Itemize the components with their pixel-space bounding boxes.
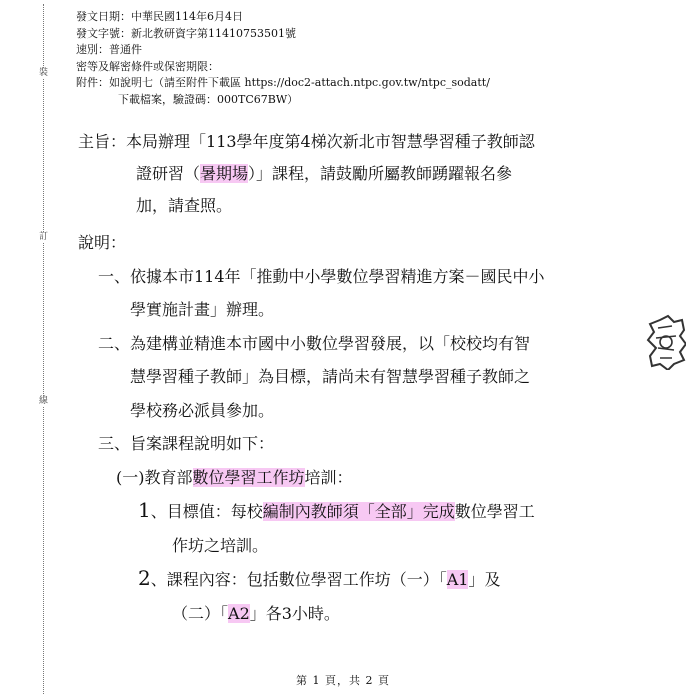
subject-line-2: 證研習（暑期場）」課程，請鼓勵所屬教師踴躍報名參 — [136, 164, 513, 183]
item-2-line-3: 學校務必派員參加。 — [130, 400, 275, 420]
issue-date: 發文日期：中華民國114年6月4日 — [76, 10, 243, 23]
subject-line-1: 主旨：本局辦理「113學年度第4梯次新北市智慧學習種子教師認 — [78, 132, 535, 151]
doodle-sticker-icon — [646, 314, 686, 370]
binding-dotted-line — [43, 4, 44, 694]
highlight-workshop: 數位學習工作坊 — [192, 467, 305, 487]
binding-mark-ding: 訂 — [38, 232, 48, 242]
binding-mark-xian: 線 — [38, 396, 48, 406]
document-number: 發文字號：新北教研資字第11410753501號 — [76, 26, 296, 40]
subject-label: 主旨： — [78, 132, 127, 151]
binding-mark-zhuang: 裝 — [38, 68, 48, 78]
point-2-line-2: （二）「A2」各3小時。 — [172, 603, 340, 623]
point-2-line-1: 2、課程內容：包括數位學習工作坊（一）「A1」及 — [138, 566, 501, 590]
item-3: 三、旨案課程說明如下： — [98, 434, 275, 453]
subject-section — [78, 126, 623, 222]
attachment-line-2: 下載檔案，驗證碼：000TC67BW） — [118, 92, 299, 106]
sub-item-1: (一)教育部數位學習工作坊培訓： — [116, 467, 353, 487]
point-1-number: 1 — [138, 498, 151, 522]
highlight-a1: A1 — [446, 570, 469, 589]
point-1-line-1: 1、目標值：每校編制內教師須「全部」完成數位學習工 — [138, 498, 535, 522]
explanation-section — [78, 226, 638, 630]
item-1-line-1: 一、依據本市114年「推動中小學數位學習精進方案－國民中小 — [98, 266, 545, 286]
point-1-line-2: 作坊之培訓。 — [172, 535, 269, 555]
highlight-all-teachers: 編制內教師須「全部」完成 — [262, 502, 455, 521]
confidentiality: 密等及解密條件或保密期限： — [76, 59, 219, 73]
item-2-line-2: 慧學習種子教師」為目標，請尚未有智慧學習種子教師之 — [130, 367, 531, 386]
item-2-line-1: 二、為建構並精進本市國中小數位學習發展，以「校校均有智 — [98, 333, 531, 353]
explanation-label: 說明： — [78, 233, 127, 252]
highlight-summer-session: 暑期場 — [200, 164, 249, 183]
attachment-line-1: 附件：如說明七（請至附件下載區 https://doc2-attach.ntpc.gov.tw/ntpc_sodatt/ — [76, 76, 490, 90]
document-header-meta — [76, 9, 490, 109]
page-footer: 第 1 頁，共 2 頁 — [296, 674, 390, 687]
point-2-number: 2 — [138, 566, 151, 590]
delivery-speed: 速別：普通件 — [76, 43, 142, 57]
highlight-a2: A2 — [228, 603, 250, 623]
item-1-line-2: 學實施計畫」辦理。 — [130, 300, 275, 319]
subject-line-3: 加，請查照。 — [136, 196, 233, 215]
